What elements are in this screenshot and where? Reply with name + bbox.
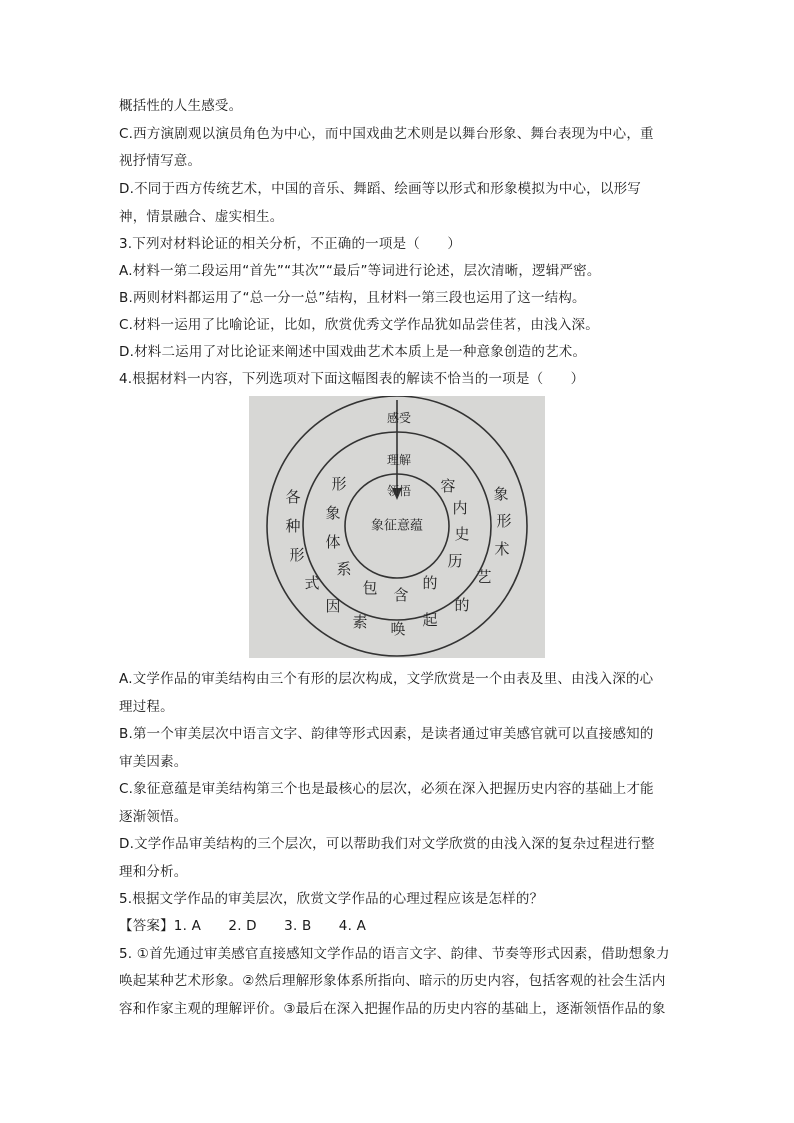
ring-char: 内 bbox=[452, 499, 468, 517]
ring-char: 包 bbox=[362, 579, 378, 597]
question-5-stem: 5.根据文学作品的审美层次，欣赏文学作品的心理过程应该是怎样的？ bbox=[119, 891, 544, 907]
option-c: C.象征意蕴是审美结构第三个也是最核心的层次，必须在深入把握历史内容的基础上才能 bbox=[119, 781, 654, 797]
text-line: 理和分析。 bbox=[119, 864, 188, 880]
ring-char: 象 bbox=[493, 485, 509, 503]
option-a: A.文学作品的审美结构由三个有形的层次构成，文学欣赏是一个由表及里、由浅入深的心 bbox=[119, 671, 654, 687]
option-c: C.材料一运用了比喻论证，比如，欣赏优秀文学作品犹如品尝佳茗，由浅入深。 bbox=[119, 317, 599, 333]
ring-char: 形 bbox=[289, 546, 305, 564]
text-line: D.不同于西方传统艺术，中国的音乐、舞蹈、绘画等以形式和形象模拟为中心，以形写 bbox=[119, 181, 641, 197]
ring-char: 象 bbox=[325, 504, 341, 522]
ring-char: 种 bbox=[285, 517, 301, 535]
ring-char: 起 bbox=[422, 611, 438, 629]
ring-char: 唤 bbox=[390, 620, 406, 638]
center-label: 象征意蕴 bbox=[370, 518, 424, 534]
ring-char: 容 bbox=[440, 477, 456, 495]
ring-char: 史 bbox=[454, 525, 470, 543]
text-line: 概括性的人生感受。 bbox=[119, 98, 243, 114]
answer-5-line: 容和作家主观的理解评价。③最后在深入把握作品的历史内容的基础上，逐渐领悟作品的象 bbox=[119, 1001, 666, 1017]
question-3-stem: 3.下列对材料论证的相关分析，不正确的一项是（ ） bbox=[119, 236, 462, 252]
text-line: 神，情景融合、虚实相生。 bbox=[119, 209, 284, 225]
ring-char: 的 bbox=[454, 596, 470, 614]
ring-char: 体 bbox=[325, 533, 341, 551]
ring-char: 含 bbox=[393, 586, 409, 604]
ring-char: 历 bbox=[447, 552, 463, 570]
text-line: 逐渐领悟。 bbox=[119, 809, 188, 825]
ring-char: 形 bbox=[331, 475, 347, 493]
text-line: 审美因素。 bbox=[119, 754, 188, 770]
ring-char: 的 bbox=[422, 574, 438, 592]
option-d: D.材料二运用了对比论证来阐述中国戏曲艺术本质上是一种意象创造的艺术。 bbox=[119, 344, 587, 360]
option-b: B.第一个审美层次中语言文字、韵律等形式因素，是读者通过审美感官就可以直接感知的 bbox=[119, 726, 654, 742]
option-a: A.材料一第二段运用“首先”“其次”“最后”等词进行论述，层次清晰，逻辑严密。 bbox=[119, 263, 601, 279]
answer-key: 【答案】1. A 2. D 3. B 4. A bbox=[119, 918, 367, 934]
concentric-circles-diagram bbox=[249, 396, 545, 658]
answer-5-line: 唤起某种艺术形象。②然后理解形象体系所指向、暗示的历史内容，包括客观的社会生活内 bbox=[119, 973, 666, 989]
ring-char: 系 bbox=[336, 560, 352, 578]
ring-char: 式 bbox=[304, 574, 320, 592]
text-line: C.西方演剧观以演员角色为中心，而中国戏曲艺术则是以舞台形象、舞台表现为中心，重 bbox=[119, 126, 654, 142]
label-mid-2: 领悟 bbox=[386, 484, 412, 498]
label-top: 感受 bbox=[386, 411, 412, 425]
ring-char: 艺 bbox=[476, 568, 492, 586]
question-4-stem: 4.根据材料一内容，下列选项对下面这幅图表的解读不恰当的一项是（ ） bbox=[119, 371, 585, 387]
aesthetic-structure-diagram bbox=[249, 396, 545, 658]
option-d: D.文学作品审美结构的三个层次，可以帮助我们对文学欣赏的由浅入深的复杂过程进行整 bbox=[119, 836, 655, 852]
ring-char: 形 bbox=[496, 512, 512, 530]
ring-char: 各 bbox=[285, 488, 301, 506]
ring-char: 素 bbox=[352, 613, 368, 631]
answer-5-line: 5. ①首先通过审美感官直接感知文学作品的语言文字、韵律、节奏等形式因素，借助想象力 bbox=[119, 946, 670, 962]
label-mid-1: 理解 bbox=[386, 453, 412, 467]
text-line: 视抒情写意。 bbox=[119, 153, 202, 169]
ring-char: 因 bbox=[325, 597, 341, 615]
option-b: B.两则材料都运用了“总一分一总”结构，且材料一第三段也运用了这一结构。 bbox=[119, 290, 586, 306]
ring-char: 术 bbox=[494, 540, 510, 558]
text-line: 理过程。 bbox=[119, 699, 174, 715]
